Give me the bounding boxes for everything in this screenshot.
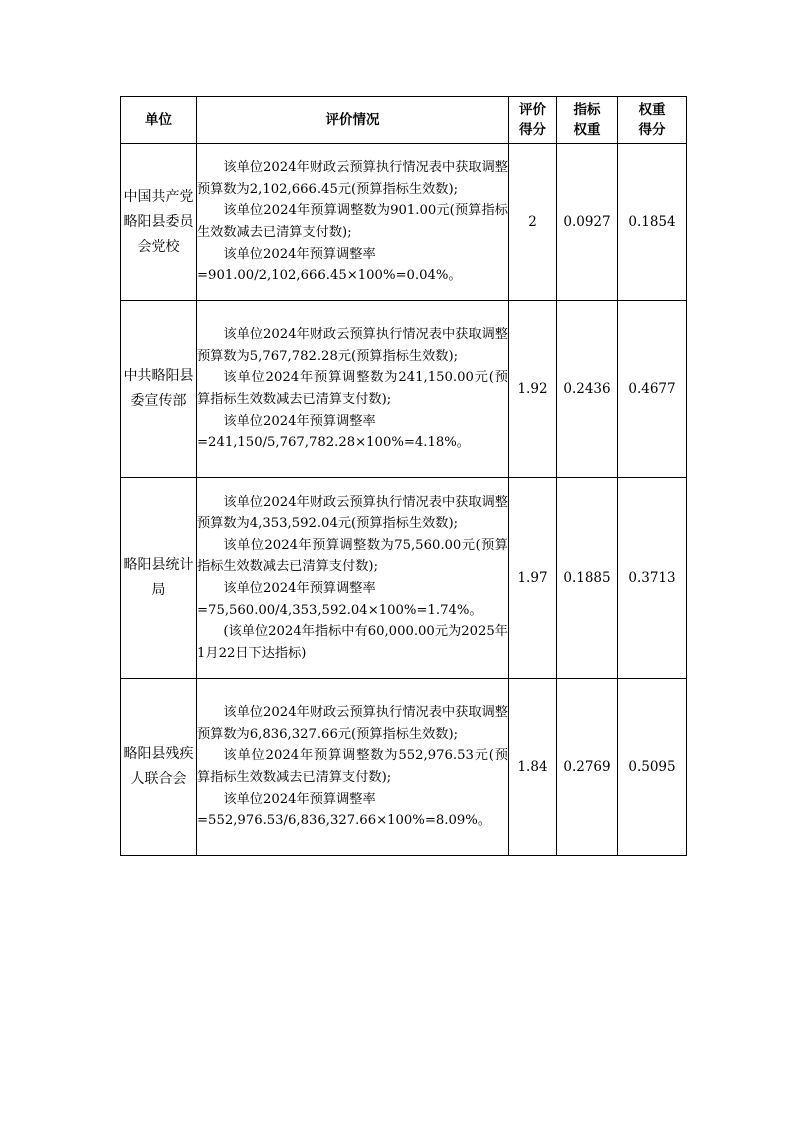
score-cell: 1.92 (509, 301, 557, 478)
desc-paragraph: 该单位2024年财政云预算执行情况表中获取调整预算数为5,767,782.28元(预算指标生效数); (197, 327, 508, 364)
desc-formula: =241,150/5,767,782.28×100%=4.18%。 (197, 435, 470, 451)
weighted-score-cell: 0.4677 (618, 301, 687, 478)
score-cell: 1.97 (509, 478, 557, 679)
unit-cell: 中国共产党略阳县委员会党校 (121, 144, 197, 301)
table-row (121, 679, 687, 856)
desc-cell (197, 301, 509, 478)
score-cell: 2 (509, 144, 557, 301)
header-row (121, 97, 687, 144)
desc-formula: =901.00/2,102,666.45×100%=0.04%。 (197, 268, 462, 284)
table-row (121, 301, 687, 478)
desc-paragraph: 该单位2024年预算调整数为241,150.00元(预算指标生效数减去已清算支付数); (197, 370, 508, 407)
header-desc: 评价情况 (197, 97, 509, 144)
weight-cell: 0.1885 (557, 478, 618, 679)
header-weighted-score: 权重 得分 (618, 97, 687, 144)
weight-cell: 0.2436 (557, 301, 618, 478)
desc-paragraph: 该单位2024年预算调整率 (223, 246, 376, 262)
desc-paragraph: 该单位2024年预算调整率 (223, 791, 376, 807)
weight-cell: 0.2769 (557, 679, 618, 856)
table-row (121, 478, 687, 679)
desc-paragraph: 该单位2024年财政云预算执行情况表中获取调整预算数为6,836,327.66元(预算指标生效数); (197, 705, 508, 742)
table-row (121, 144, 687, 301)
weighted-score-cell: 0.1854 (618, 144, 687, 301)
desc-paragraph: 该单位2024年财政云预算执行情况表中获取调整预算数为2,102,666.45元(预算指标生效数); (197, 160, 508, 197)
header-unit: 单位 (121, 97, 197, 144)
desc-paragraph: 该单位2024年财政云预算执行情况表中获取调整预算数为4,353,592.04元(预算指标生效数); (197, 494, 508, 532)
weight-cell: 0.0927 (557, 144, 618, 301)
desc-paragraph: 该单位2024年预算调整率 (223, 413, 376, 429)
weighted-score-cell: 0.5095 (618, 679, 687, 856)
desc-cell (197, 679, 509, 856)
weighted-score-cell: 0.3713 (618, 478, 687, 679)
unit-cell: 略阳县统计局 (121, 478, 197, 679)
header-score: 评价 得分 (509, 97, 557, 144)
unit-cell: 中共略阳县委宣传部 (121, 301, 197, 478)
header-weight: 指标 权重 (557, 97, 618, 144)
desc-paragraph: 该单位2024年预算调整率 (223, 581, 376, 596)
desc-cell (197, 478, 509, 679)
score-cell: 1.84 (509, 679, 557, 856)
desc-paragraph: 该单位2024年预算调整数为75,560.00元(预算指标生效数减去已清算支付数); (197, 537, 508, 575)
desc-formula: =552,976.53/6,836,327.66×100%=8.09%。 (197, 813, 491, 829)
unit-cell: 略阳县残疾人联合会 (121, 679, 197, 856)
desc-paragraph: 该单位2024年预算调整数为552,976.53元(预算指标生效数减去已清算支付数); (197, 748, 508, 785)
desc-formula: =75,560.00/4,353,592.04×100%=1.74%。 (197, 602, 483, 618)
evaluation-table (120, 96, 687, 856)
desc-cell (197, 144, 509, 301)
desc-note: (该单位2024年指标中有60,000.00元为2025年1月22日下达指标) (197, 624, 508, 661)
desc-paragraph: 该单位2024年预算调整数为901.00元(预算指标生效数减去已清算支付数); (197, 203, 508, 240)
